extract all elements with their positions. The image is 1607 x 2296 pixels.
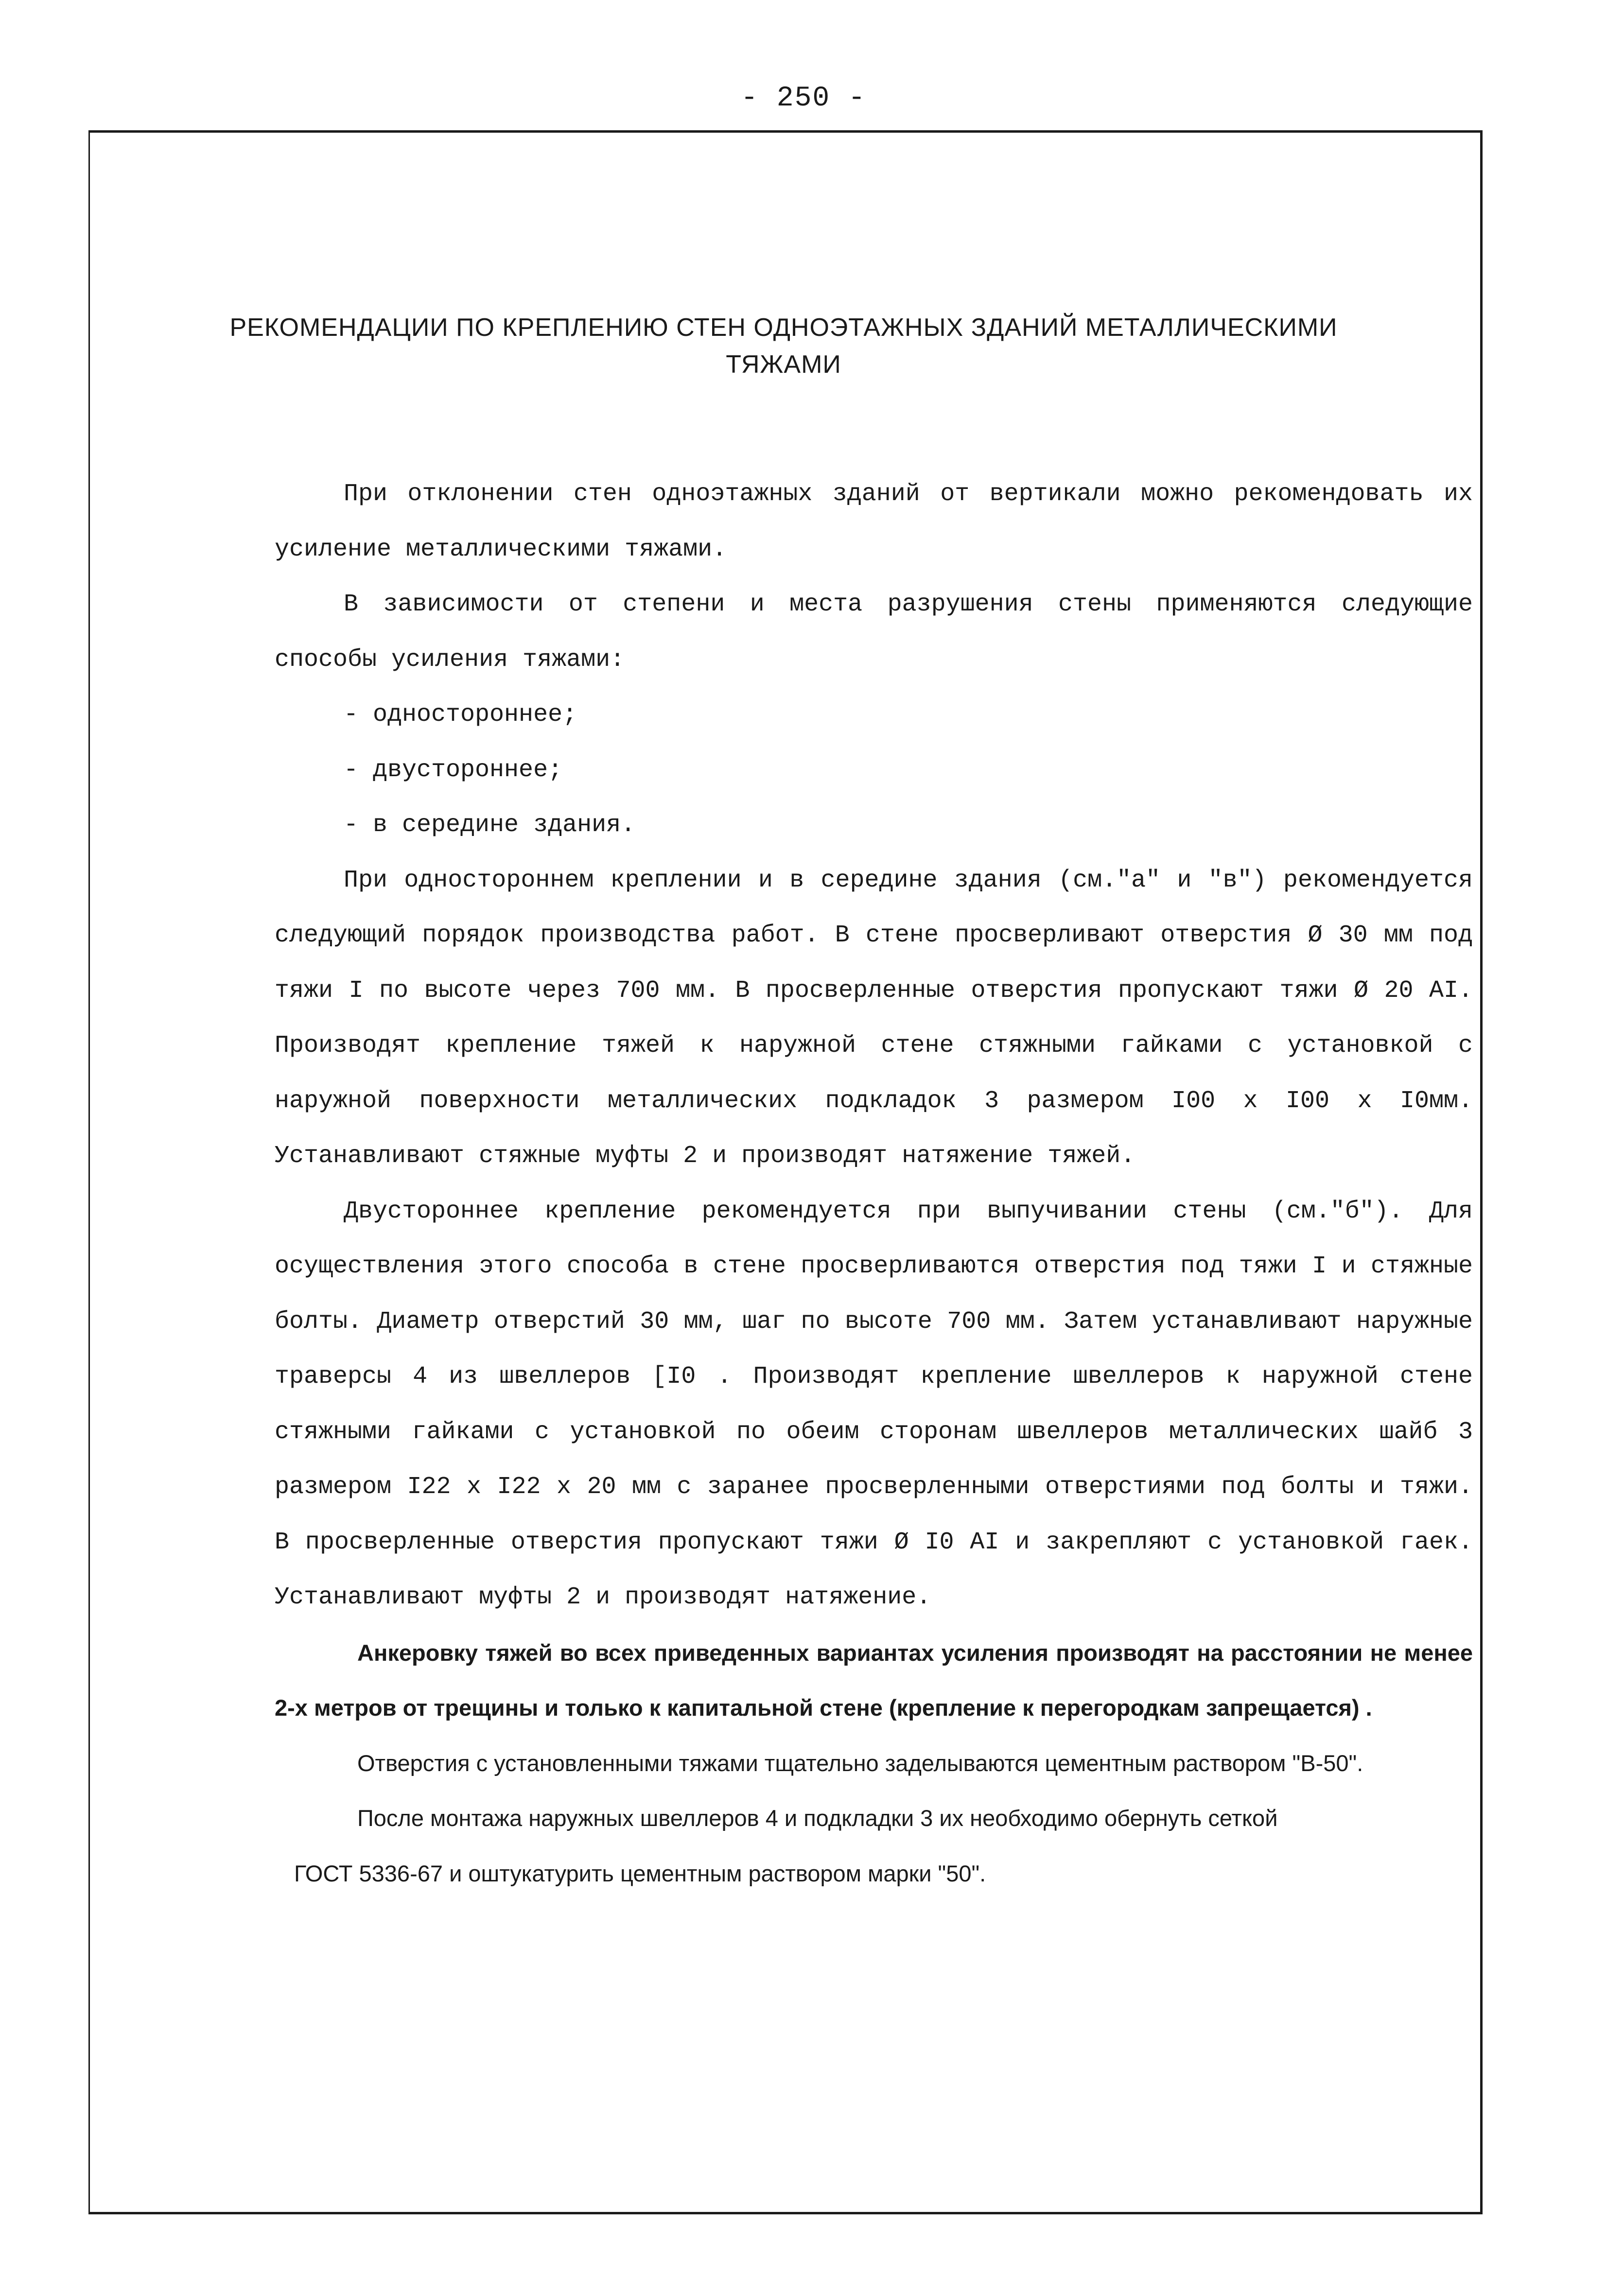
list-item: - двустороннее; [344,756,563,784]
title-line-2: ТЯЖАМИ [726,350,841,379]
page-number: - 250 - [741,83,866,114]
paragraph-intro: При отклонении стен одноэтажных зданий от вертикали можно рекомендовать их усиление металлическими тяжами. [275,480,1473,563]
paragraph-mesh: После монтажа наружных швеллеров 4 и подкладки 3 их необходимо обернуть сеткой [357,1805,1278,1831]
list-item: - одностороннее; [344,701,577,729]
document-title [88,309,1479,383]
list-item: - в середине здания. [344,811,636,839]
document-body [275,467,1473,1901]
paragraph-one-sided: При одностороннем креплении и в середине здания (см."а" и "в") рекомендуется следующий порядок производства работ. В стене просверливают отверстия Ø 30 мм под тяжи I по высоте через 700 мм. В просверленные отверстия пропускают тяжи Ø 20 АI. Производят крепление тяжей к наружной стене стяжными гайками с установкой с наружной поверхности металлических подкладок 3 размером I00 x I00 x I0мм. Устанавливают стяжные муфты 2 и производят натяжение тяжей. [275,866,1473,1170]
paragraph-sealing: Отверстия с установленными тяжами тщательно заделываются цементным раствором "В-50". [357,1750,1363,1776]
title-line-1: РЕКОМЕНДАЦИИ ПО КРЕПЛЕНИЮ СТЕН ОДНОЭТАЖНЫХ ЗДАНИЙ МЕТАЛЛИЧЕСКИМИ [229,313,1338,342]
paragraph-anchoring: Анкеровку тяжей во всех приведенных вариантах усиления производят на расстоянии не менее 2-х метров от трещины и только к капитальной стене (крепление к перегородкам запрещается) . [275,1639,1473,1721]
paragraph-two-sided: Двустороннее крепление рекомендуется при выпучивании стены (см."б"). Для осуществления этого способа в стене просверливаются отверстия под тяжи I и стяжные болты. Диаметр отверстий 30 мм, шаг по высоте 700 мм. Затем устанавливают наружные траверсы 4 из швеллеров [I0 . Производят крепление швеллеров к наружной стене стяжными гайками с установкой по обеим сторонам швеллеров металлических шайб 3 размером I22 x I22 x 20 мм с заранее просверленными отверстиями под болты и тяжи. В просверленные отверстия пропускают тяжи Ø I0 АI и закрепляют с установкой гаек. Устанавливают муфты 2 и производят натяжение. [275,1197,1473,1611]
paragraph-methods: В зависимости от степени и места разрушения стены применяются следующие способы усиления тяжами: [275,591,1473,674]
paragraph-mesh-continued: ГОСТ 5336-67 и оштукатурить цементным раствором марки "50". [294,1860,986,1886]
